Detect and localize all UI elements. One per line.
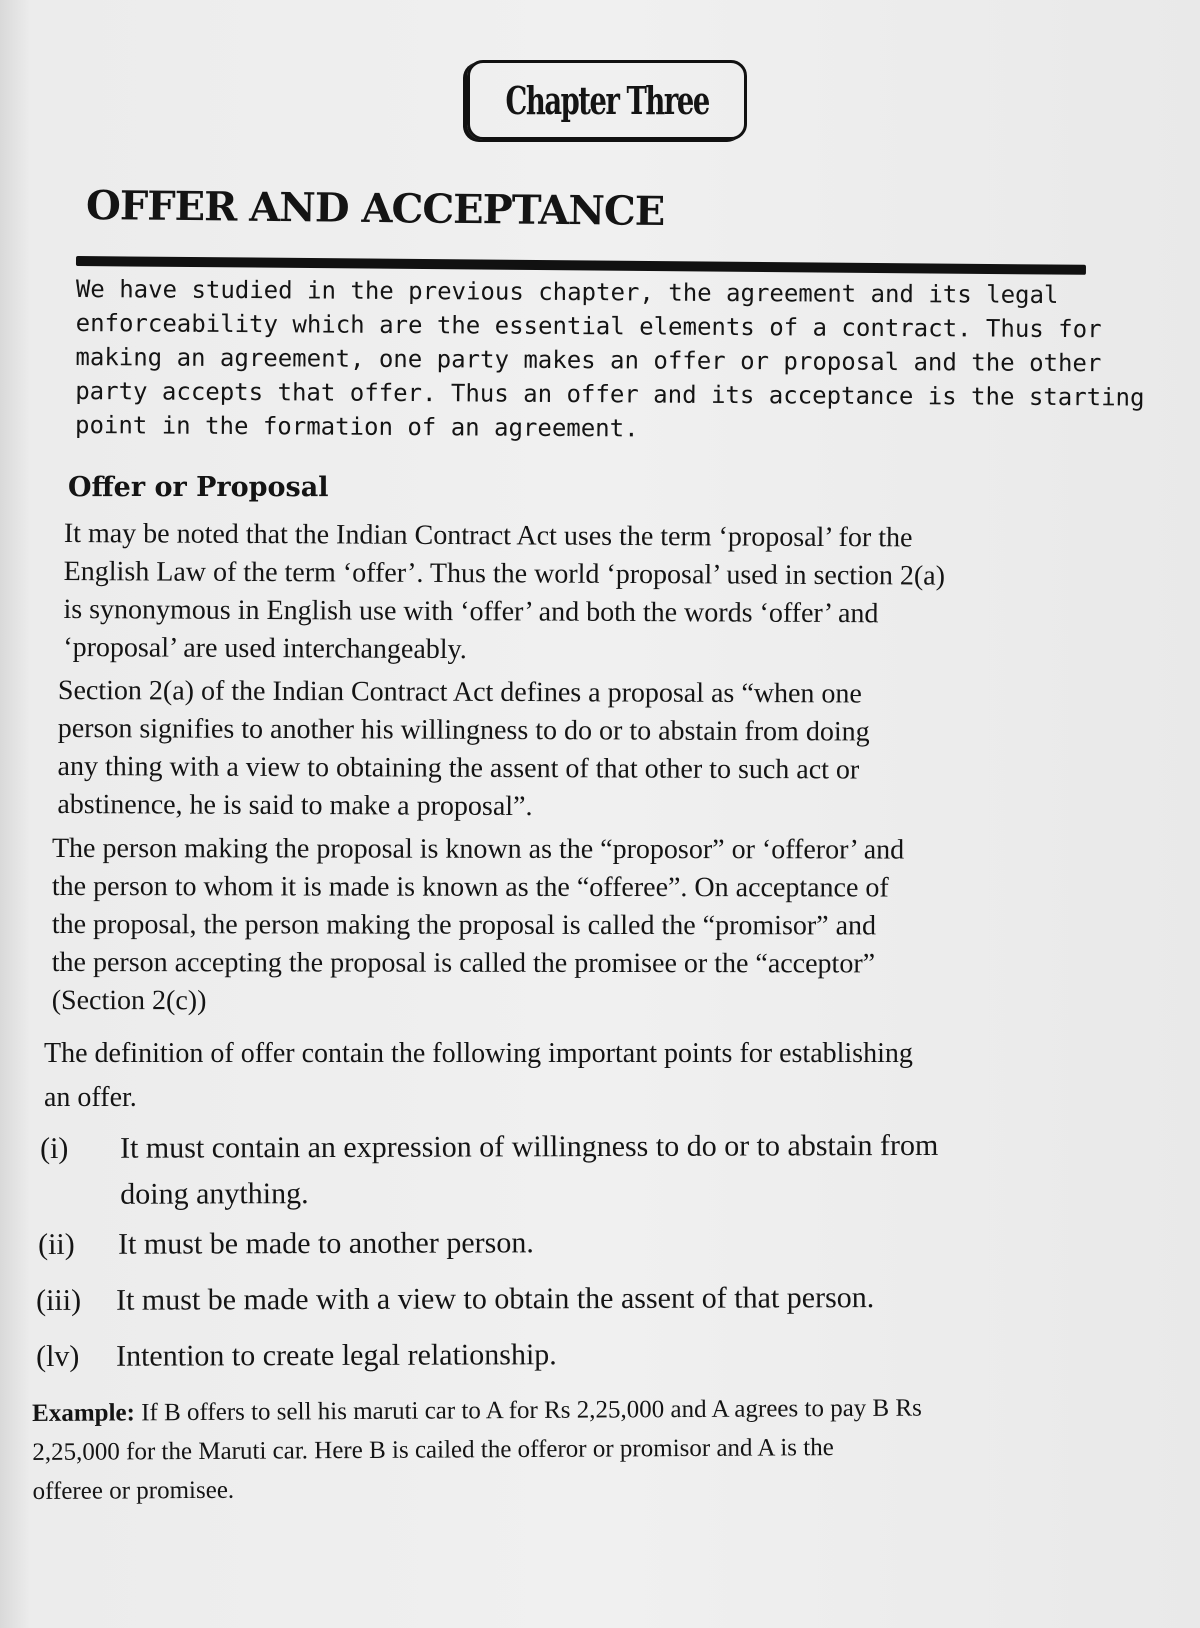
list-text: Intention to create legal relationship. (116, 1338, 557, 1373)
paragraph-line: person signifies to another his willingness to do or to abstain from doing (57, 712, 870, 748)
paragraph-line: an offer. (44, 1082, 137, 1113)
intro-line: point in the formation of an agreement. (74, 410, 639, 443)
list-text: It must be made to another person. (118, 1226, 534, 1261)
intro-line: making an agreement, one party makes an offer or proposal and the other (75, 342, 1102, 378)
intro-line: party accepts that offer. Thus an offer and its acceptance is the starting (75, 376, 1145, 412)
chapter-title: OFFER AND ACCEPTANCE (85, 182, 665, 236)
paragraph-line: (Section 2(c)) (51, 984, 207, 1017)
list-marker: (lv) (36, 1339, 80, 1373)
paragraph-definition-points (44, 1032, 913, 1120)
list-text: It must be made with a view to obtain the assent of that person. (116, 1281, 875, 1317)
paragraph-line: abstinence, he is said to make a proposal”. (57, 788, 533, 823)
paragraph-line: the person to whom it is made is known as the “offeree”. On acceptance of (51, 870, 889, 904)
intro-paragraph (75, 272, 1145, 449)
list-marker: (iii) (36, 1283, 82, 1317)
paragraph-line: Section 2(a) of the Indian Contract Act defines a proposal as “when one (57, 675, 862, 710)
chapter-label: Chapter Three (505, 77, 709, 123)
paragraph-section-2a (57, 672, 870, 828)
paragraph-line: English Law of the term ‘offer’. Thus the world ‘proposal’ used in section 2(a) (63, 555, 946, 592)
intro-line: enforceability which are the essential elements of a contract. Thus for (75, 308, 1102, 344)
list-marker: (i) (40, 1131, 69, 1165)
example-label: Example: (32, 1399, 135, 1427)
paragraph-line: any thing with a view to obtaining the assent of that other to such act or (57, 750, 860, 786)
paragraph-line: The person making the proposal is known as the “proposor” or ‘offeror’ and (51, 833, 905, 866)
chapter-badge (467, 60, 747, 140)
paragraph-line: is synonymous in English use with ‘offer’ and both the words ‘offer’ and (63, 593, 879, 630)
paragraph-line: ‘proposal’ are used interchangeably. (63, 631, 467, 666)
example-paragraph (32, 1389, 922, 1511)
list-text: It must contain an expression of willingness to do or to abstain from doing anything. (120, 1128, 939, 1211)
paragraph-line: the proposal, the person making the proposal is called the “promisor” and (51, 908, 877, 942)
paragraph-line: the person accepting the proposal is called the promisee or the “acceptor” (51, 946, 876, 980)
intro-line: We have studied in the previous chapter, the agreement and its legal (75, 274, 1059, 310)
section-heading: Offer or Proposal (68, 472, 329, 503)
paragraph-line: It may be noted that the Indian Contract Act uses the term ‘proposal’ for the (63, 517, 913, 554)
paragraph-proposal-term (63, 515, 945, 672)
paragraph-line: The definition of offer contain the following important points for establishing (44, 1038, 913, 1069)
paragraph-parties (52, 830, 905, 1021)
example-line: Example: If B offers to sell his maruti car to A for Rs 2,25,000 and A agrees to pay B Rs (32, 1394, 922, 1427)
example-line: 2,25,000 for the Maruti car. Here B is cailed the offeror or promisor and A is the (32, 1434, 834, 1466)
example-line: offeree or promisee. (32, 1476, 235, 1505)
list-marker: (ii) (38, 1227, 75, 1261)
